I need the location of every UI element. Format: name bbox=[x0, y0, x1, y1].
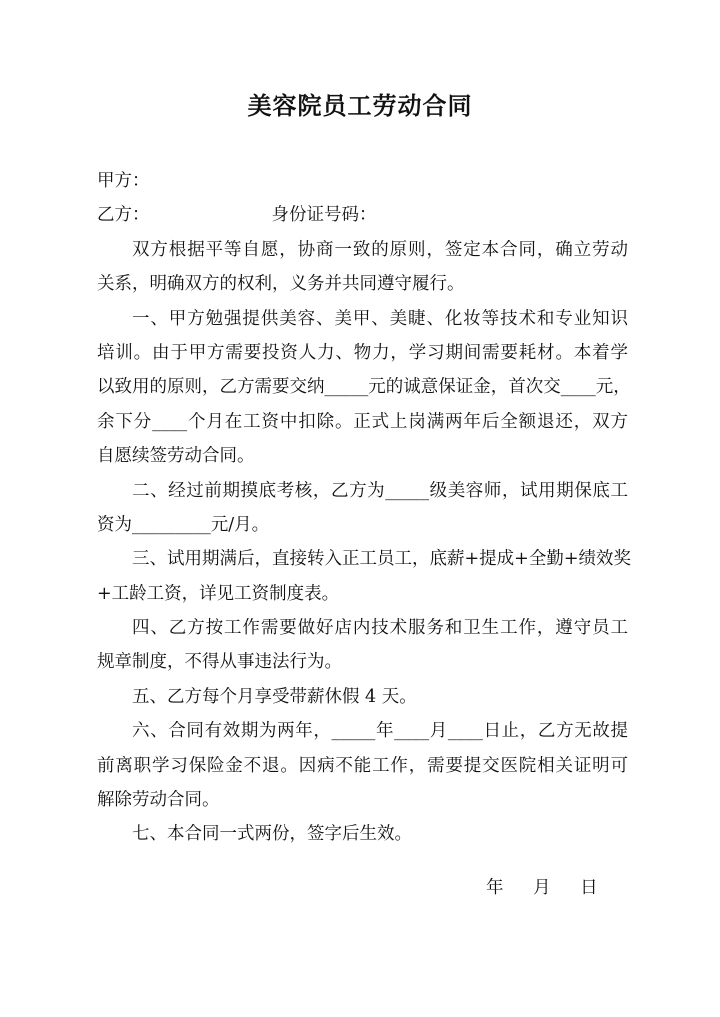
paragraph-line: 规章制度，不得从事违法行为。 bbox=[97, 652, 342, 673]
paragraph-line: 四、乙方按工作需要做好店内技术服务和卫生工作，遵守员工 bbox=[132, 618, 628, 639]
party-a-line bbox=[97, 164, 628, 198]
clause-paragraph bbox=[97, 474, 628, 543]
document-title: 美容院员工劳动合同 bbox=[247, 91, 473, 120]
paragraph-line: 资为_________元/月。 bbox=[97, 514, 270, 535]
date-month: 月 bbox=[533, 878, 551, 898]
clause-paragraph bbox=[97, 542, 631, 611]
clause-paragraph bbox=[97, 611, 628, 680]
contract-body bbox=[97, 164, 631, 852]
paragraph-line: 自愿续签劳动合同。 bbox=[97, 446, 255, 467]
paragraph-line: +工龄工资，详见工资制度表。 bbox=[97, 583, 340, 604]
date-day: 日 bbox=[580, 878, 598, 898]
paragraph-line: 关系，明确双方的权利，义务并共同遵守履行。 bbox=[97, 274, 465, 295]
date-year: 年 bbox=[486, 878, 504, 898]
paragraph-line: 三、试用期满后，直接转入正工员工，底薪+提成+全勤+绩效奖 bbox=[132, 549, 631, 570]
paragraph-line: 双方根据平等自愿，协商一致的原则，签定本合同，确立劳动 bbox=[132, 239, 628, 260]
clause-paragraph bbox=[97, 302, 631, 474]
paragraph-line: 一、甲方勉强提供美容、美甲、美睫、化妆等技术和专业知识 bbox=[132, 308, 628, 329]
clause-paragraph bbox=[97, 817, 628, 851]
clause-paragraph bbox=[97, 714, 628, 817]
paragraph-line: 以致用的原则，乙方需要交纳_____元的诚意保证金，首次交____元， bbox=[97, 377, 631, 398]
clause-paragraph bbox=[97, 233, 628, 302]
party-b-label: 乙方： bbox=[97, 205, 150, 226]
paragraph-line: 培训。由于甲方需要投资人力、物力，学习期间需要耗材。本着学 bbox=[97, 342, 628, 363]
signature-date bbox=[486, 874, 622, 899]
paragraph-line: 七、本合同一式两份，签字后生效。 bbox=[132, 824, 412, 845]
paragraph-line: 解除劳动合同。 bbox=[97, 790, 220, 811]
id-number-label: 身份证号码： bbox=[271, 205, 377, 226]
paragraph-line: 二、经过前期摸底考核，乙方为_____级美容师，试用期保底工 bbox=[132, 480, 628, 501]
paragraph-line: 六、合同有效期为两年，_____年____月____日止，乙方无故提 bbox=[132, 721, 628, 742]
paragraph-line: 余下分____个月在工资中扣除。正式上岗满两年后全额退还，双方 bbox=[97, 411, 628, 432]
paragraph-line: 前离职学习保险金不退。因病不能工作，需要提交医院相关证明可 bbox=[97, 755, 628, 776]
clause-paragraph bbox=[97, 680, 628, 714]
party-b-line bbox=[97, 198, 628, 232]
party-a-label: 甲方： bbox=[97, 171, 150, 191]
paragraph-line: 五、乙方每个月享受带薪休假 4 天。 bbox=[132, 686, 417, 707]
